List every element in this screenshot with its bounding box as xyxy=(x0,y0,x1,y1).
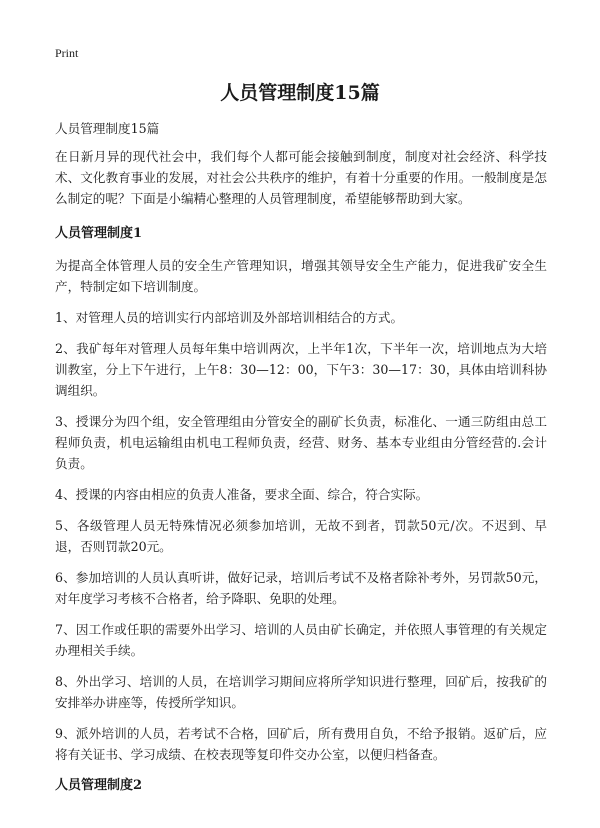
section-heading-2: 人员管理制度2 xyxy=(55,778,143,793)
section1-paragraph: 为提高全体管理人员的安全生产管理知识，增强其领导安全生产能力，促进我矿安全生产，特制定如下培训制度。 xyxy=(55,258,547,294)
document-subtitle: 人员管理制度15篇 xyxy=(55,121,160,136)
document-title: 人员管理制度15篇 xyxy=(220,82,380,104)
intro-paragraph: 在日新月异的现代社会中，我们每个人都可能会接触到制度，制度对社会经济、科学技术、文化教育事业的发展，对社会公共秩序的维护，有着十分重要的作用。一般制度是怎么制定的呢？下面是小编精心整理的人员管理制度，希望能够帮助到大家。 xyxy=(55,149,547,206)
section1-paragraph: 8、外出学习、培训的人员，在培训学习期间应将所学知识进行整理，回矿后，按我矿的安排举办讲座等，传授所学知识。 xyxy=(55,674,547,710)
section1-paragraph: 3、授课分为四个组，安全管理组由分管安全的副矿长负责，标准化、一通三防组由总工程师负责，机电运输组由机电工程师负责，经营、财务、基本专业组由分管经营的.会计负责。 xyxy=(55,414,547,471)
document-body xyxy=(55,118,547,807)
section1-paragraph: 9、派外培训的人员，若考试不合格，回矿后，所有费用自负，不给予报销。返矿后，应将有关证书、学习成绩、在校表现等复印件交办公室，以便归档备查。 xyxy=(55,726,547,762)
section1-paragraph: 7、因工作或任职的需要外出学习、培训的人员由矿长确定，并依照人事管理的有关规定办理相关手续。 xyxy=(55,622,547,658)
section1-paragraph: 2、我矿每年对管理人员每年集中培训两次，上半年1次，下半年一次，培训地点为大培训教室，分上下午进行，上午8：30—12：00，下午3：30—17：30，具体由培训科协调组织。 xyxy=(55,341,547,398)
section1-paragraph: 4、授课的内容由相应的负责人准备，要求全面、综合，符合实际。 xyxy=(55,487,429,502)
section-heading-1: 人员管理制度1 xyxy=(55,226,143,241)
section1-paragraph: 5、各级管理人员无特殊情况必须参加培训，无故不到者，罚款50元/次。不迟到、早退，否则罚款20元。 xyxy=(55,518,547,554)
section1-paragraph: 6、参加培训的人员认真听讲，做好记录，培训后考试不及格者除补考外，另罚款50元，对年度学习考核不合格者，给予降职、免职的处理。 xyxy=(55,570,547,606)
print-link[interactable]: Print xyxy=(55,46,79,60)
section1-paragraph: 1、对管理人员的培训实行内部培训及外部培训相结合的方式。 xyxy=(55,310,404,325)
